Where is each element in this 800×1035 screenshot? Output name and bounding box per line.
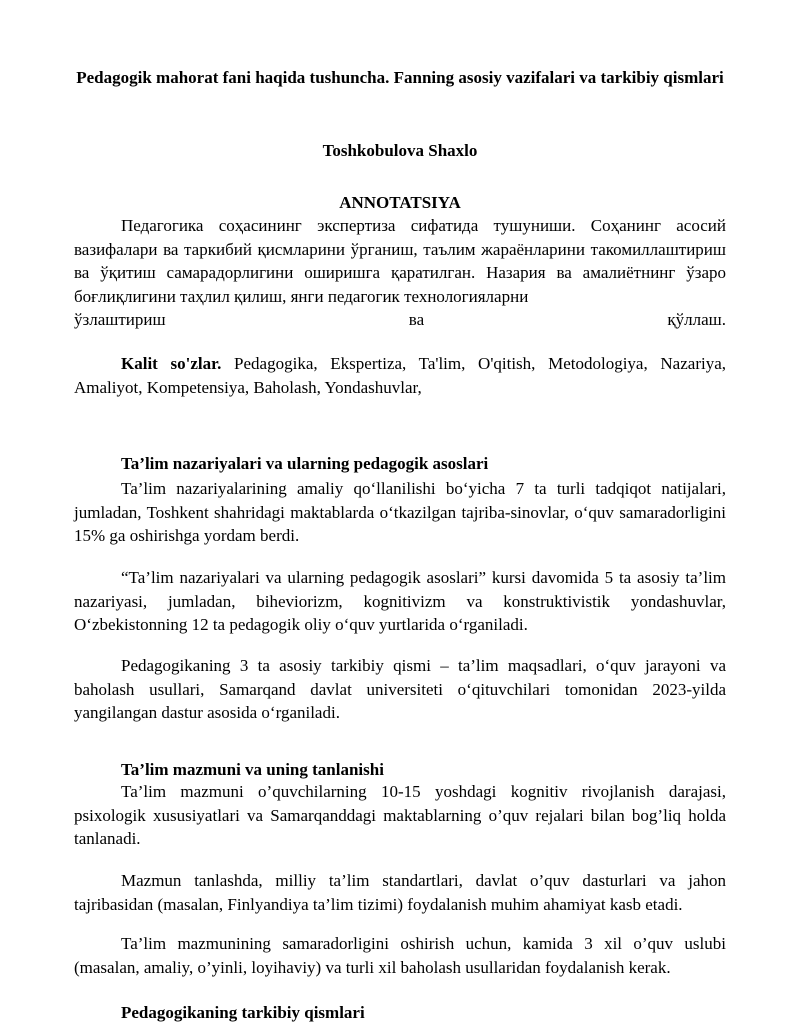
section-heading: Ta’lim mazmuni va uning tanlanishi	[121, 760, 384, 779]
section-paragraph: Ta’lim nazariyalarining amaliy qo‘llanilishi bo‘yicha 7 ta turli tadqiqot natijalari, jumladan, Toshkent shahridagi maktablarda o‘tkazilgan tajriba-sinovlar, o‘quv samaradorligini 15% ga oshirishga yordam berdi.	[74, 479, 726, 545]
annotation-last-line: ўзлаштириш ва қўллаш.	[74, 310, 726, 329]
annotation-text: Педагогика соҳасининг экспертиза сифатида тушуниши. Соҳанинг асосий вазифалари ва таркибий қисмларини ўрганиш, таълим жараёнларини такомиллаштириш ва ўқитиш самарадорлигини оширишга қаратилган. Назария ва амалиётнинг ўзаро боғлиқлигини таҳлил қилиш, янги педагогик технологияларни	[74, 216, 726, 306]
annotation-paragraph	[74, 214, 726, 308]
paper-title: Pedagogik mahorat fani haqida tushuncha. Fanning asosiy vazifalari va tarkibiy qismlari	[76, 68, 724, 87]
section-heading: Ta’lim nazariyalari va ularning pedagogik asoslari	[121, 454, 489, 473]
section-paragraph: Mazmun tanlashda, milliy ta’lim standartlari, davlat o’quv dasturlari va jahon tajribasidan (masalan, Finlyandiya ta’lim tizimi) foydalanish muhim ahamiyat kasb etadi.	[74, 871, 726, 914]
section-paragraph: Ta’lim mazmunining samaradorligini oshirish uchun, kamida 3 xil o’quv uslubi (masalan, amaliy, o’yinli, loyihaviy) va turli xil baholash usullaridan foydalanish kerak.	[74, 934, 726, 977]
section-paragraph: Ta’lim mazmuni o’quvchilarning 10-15 yoshdagi kognitiv rivojlanish darajasi, psixologik xususiyatlari va Samarqanddagi maktablarning o’quv rejalari bilan bog’liq holda tanlanadi.	[74, 782, 726, 848]
annotation-heading: ANNOTATSIYA	[339, 193, 461, 212]
keywords-label: Kalit so'zlar.	[121, 354, 222, 373]
keywords-text: Pedagogika, Ekspertiza, Ta'lim, O'qitish, Metodologiya, Nazariya, Amaliyot, Kompetensiya, Baholash, Yondashuvlar,	[74, 354, 726, 397]
keywords-paragraph	[74, 352, 726, 399]
author-name: Toshkobulova Shaxlo	[322, 141, 478, 160]
section-heading: Pedagogikaning tarkibiy qismlari	[121, 1003, 365, 1022]
section-paragraph: “Ta’lim nazariyalari va ularning pedagogik asoslari” kursi davomida 5 ta asosiy ta’lim nazariyasi, jumladan, biheviorizm, kognitivizm va konstruktivistik yondashuvlar, O‘zbekistonning 12 ta pedagogik oliy o‘quv yurtlarida o‘rganiladi.	[74, 568, 726, 634]
section-paragraph: Pedagogikaning 3 ta asosiy tarkibiy qismi – ta’lim maqsadlari, o‘quv jarayoni va baholash usullari, Samarqand davlat universiteti o‘qituvchilari tomonidan 2023-yilda yangilangan dastur asosida o‘rganiladi.	[74, 656, 726, 722]
